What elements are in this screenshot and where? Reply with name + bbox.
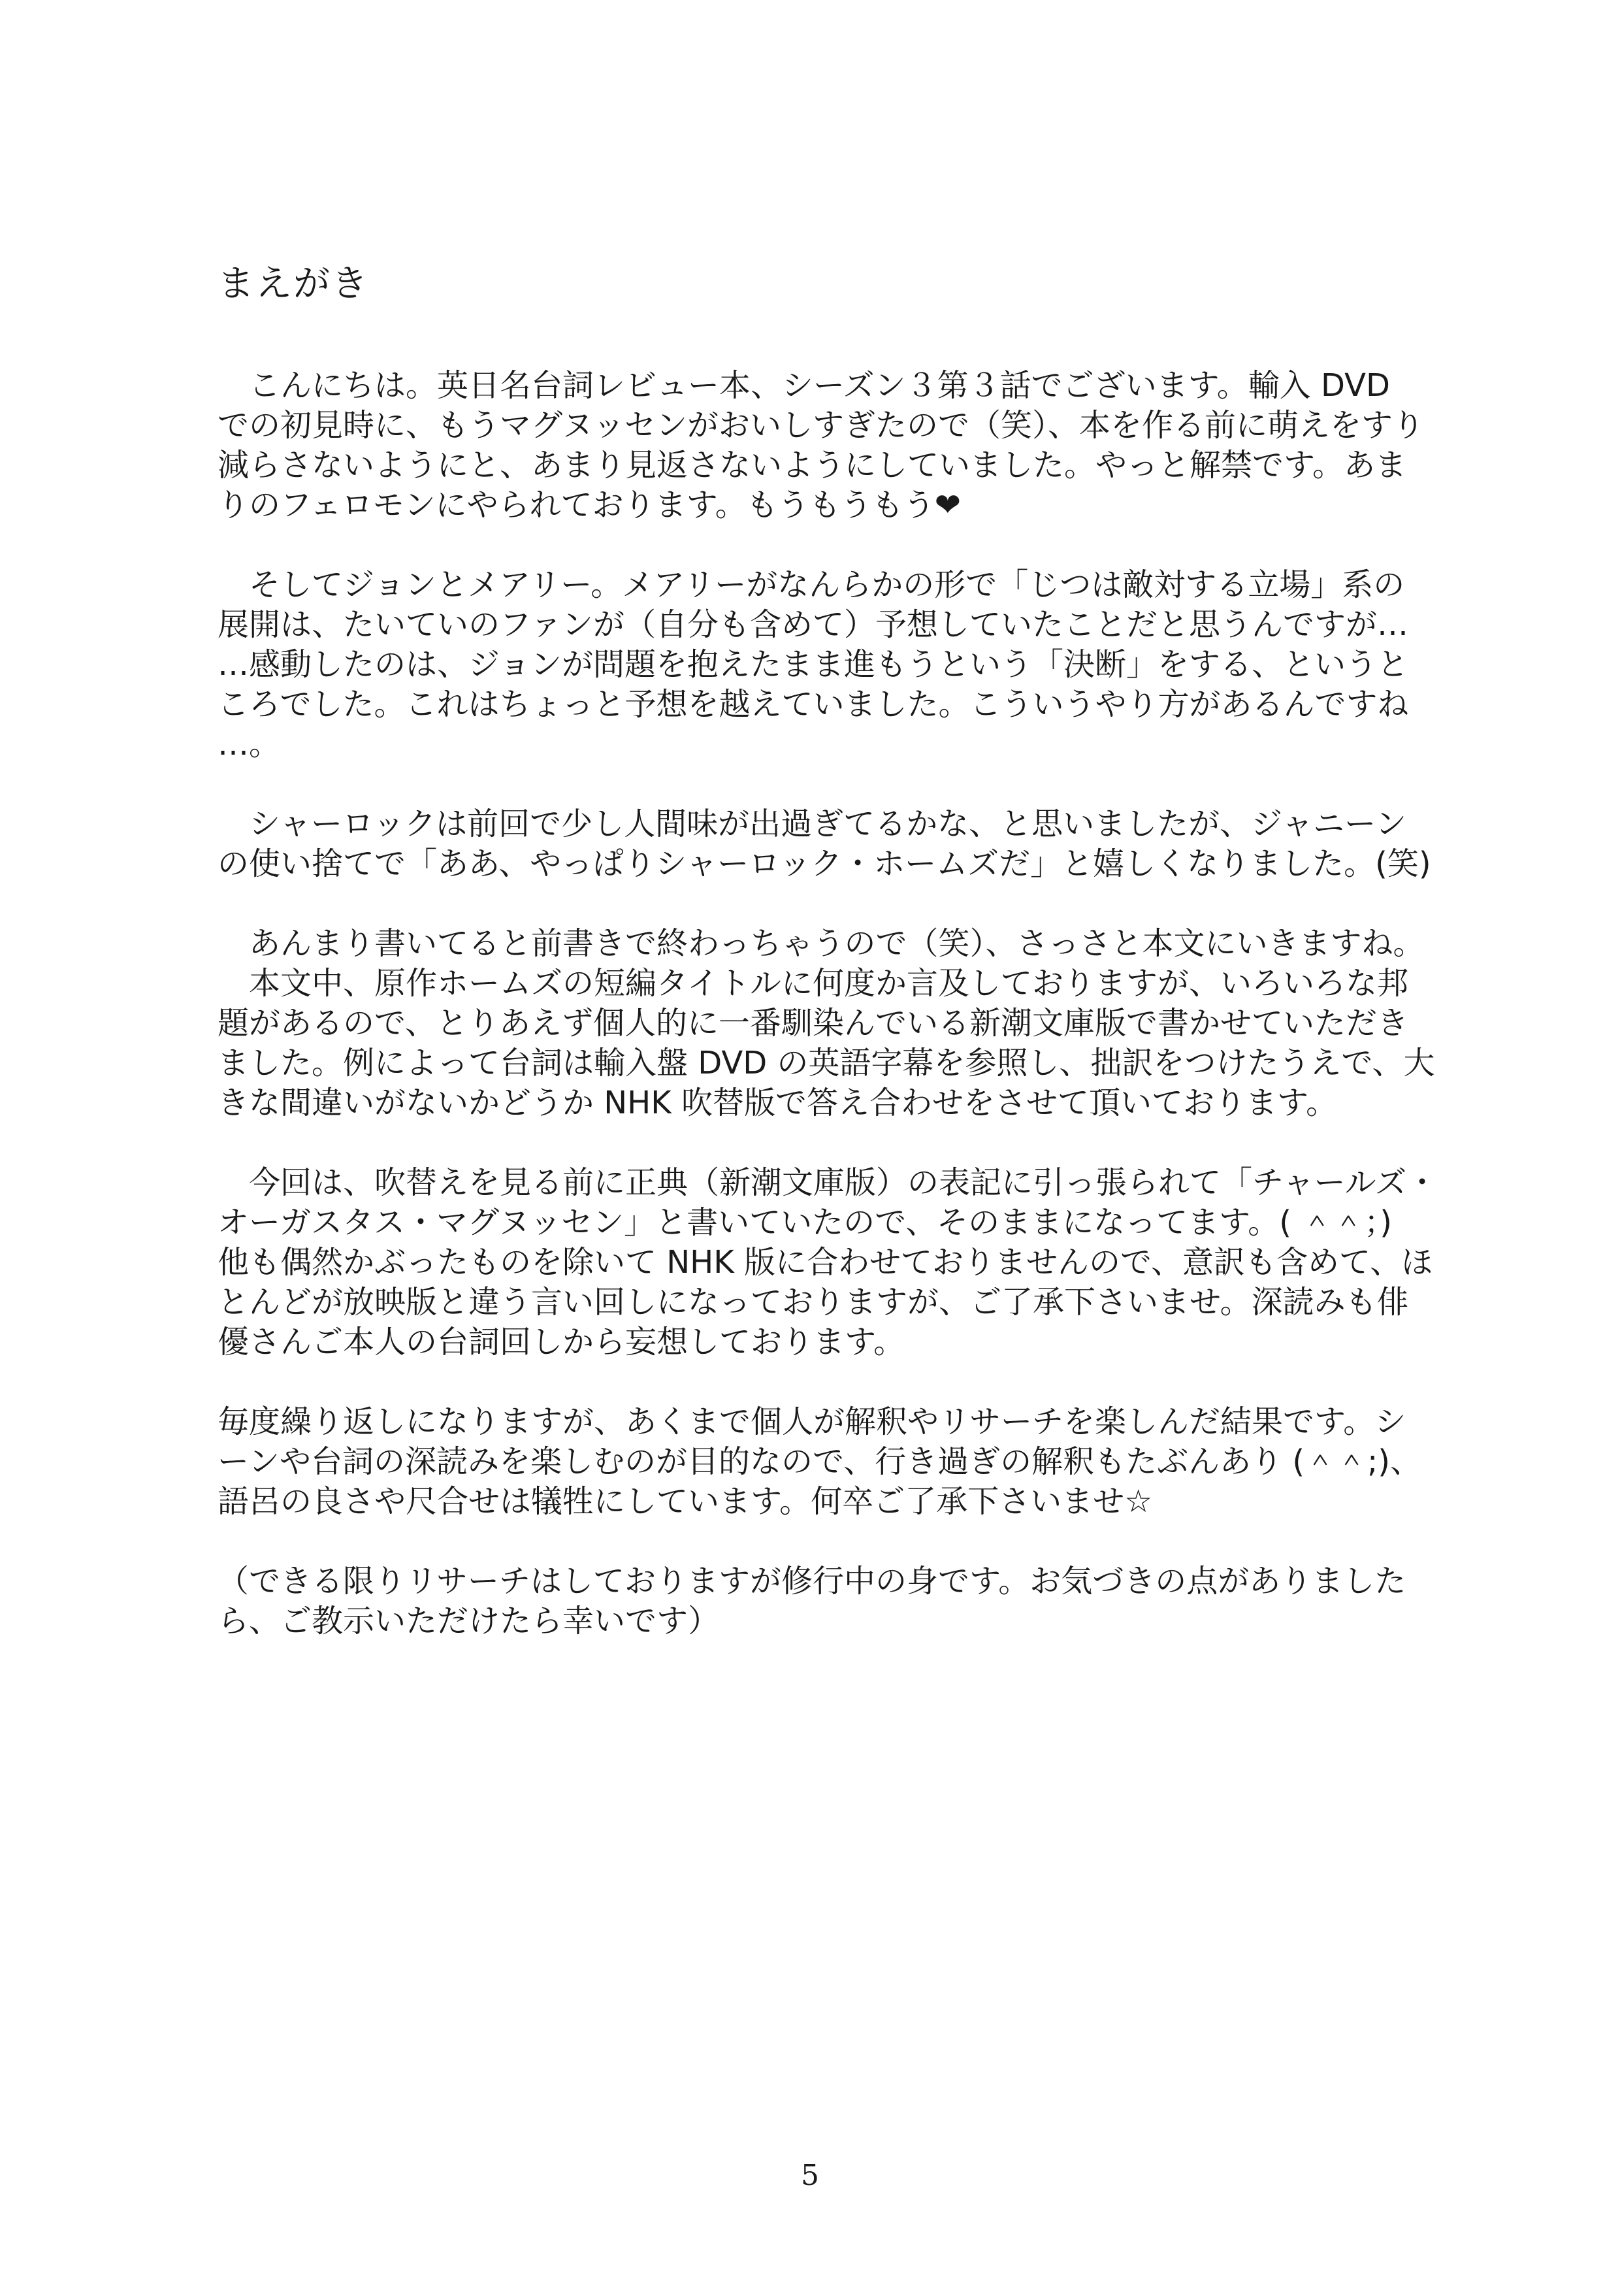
page-number: 5 (801, 2159, 819, 2192)
paragraph-2: そしてジョンとメアリー。メアリーがなんらかの形で「じつは敵対する立場」系の 展開は、たいていのファンが（自分も含めて）予想していたことだと思うんですが… …感動したのは、ジョンが問題を抱えたまま進もうという「決断」をする、というと ころでした。これはちょっと予想を越えていました。こういうやり方があるんですね …。 (218, 566, 1409, 763)
paragraph-7: （できる限りリサーチはしておりますが修行中の身です。お気づきの点がありました ら、ご教示いただけたら幸いです） (218, 1563, 1406, 1639)
paragraph-6: 毎度繰り返しになりますが、あくまで個人が解釈やリサーチを楽しんだ結果です。シ ーンや台詞の深読みを楽しむのが目的なので、行き過ぎの解釈もたぶんあり (＾＾;)、 語呂の良さや尺合せは犠牲にしています。何卒ご了承下さいませ☆ (218, 1403, 1421, 1520)
page-title: まえがき (218, 263, 369, 305)
body-text (218, 366, 1438, 1641)
paragraph-1: こんにちは。英日名台詞レビュー本、シーズン３第３話でございます。輸入 DVD での初見時に、もうマグヌッセンがおいしすぎたので（笑）、本を作る前に萌えをすり 減らさないようにと、あまり見返さないようにしていました。やっと解禁です。あま りのフェロモンにやられております。もうもうもう❤ (218, 367, 1425, 523)
paragraph-5: 今回は、吹替えを見る前に正典（新潮文庫版）の表記に引っ張られて「チャールズ・ オーガスタス・マグヌッセン」と書いていたので、そのままになってます。( ＾＾；) 他も偶然かぶったものを除いて NHK 版に合わせておりませんので、意訳も含めて、ほ とんどが放映版と違う言い回しになっておりますが、ご了承下さいませ。深読みも俳 優さんご本人の台詞回しから妄想しております。 (218, 1164, 1438, 1360)
paragraph-3: シャーロックは前回で少し人間味が出過ぎてるかな、と思いましたが、ジャニーン の使い捨てで「ああ、やっぱりシャーロック・ホームズだ」と嬉しくなりました。(笑) (218, 806, 1431, 882)
paragraph-4: あんまり書いてると前書きで終わっちゃうので（笑）、さっさと本文にいきますね。 本文中、原作ホームズの短編タイトルに何度か言及しておりますが、いろいろな邦 題があるので、とりあえず個人的に一番馴染んでいる新潮文庫版で書かせていただき ました。例によって台詞は輸入盤 DVD の英語字幕を参照し、拙訳をつけたうえで、大 きな間違いがないかどうか NHK 吹替版で答え合わせをさせて頂いております。 (218, 925, 1435, 1121)
